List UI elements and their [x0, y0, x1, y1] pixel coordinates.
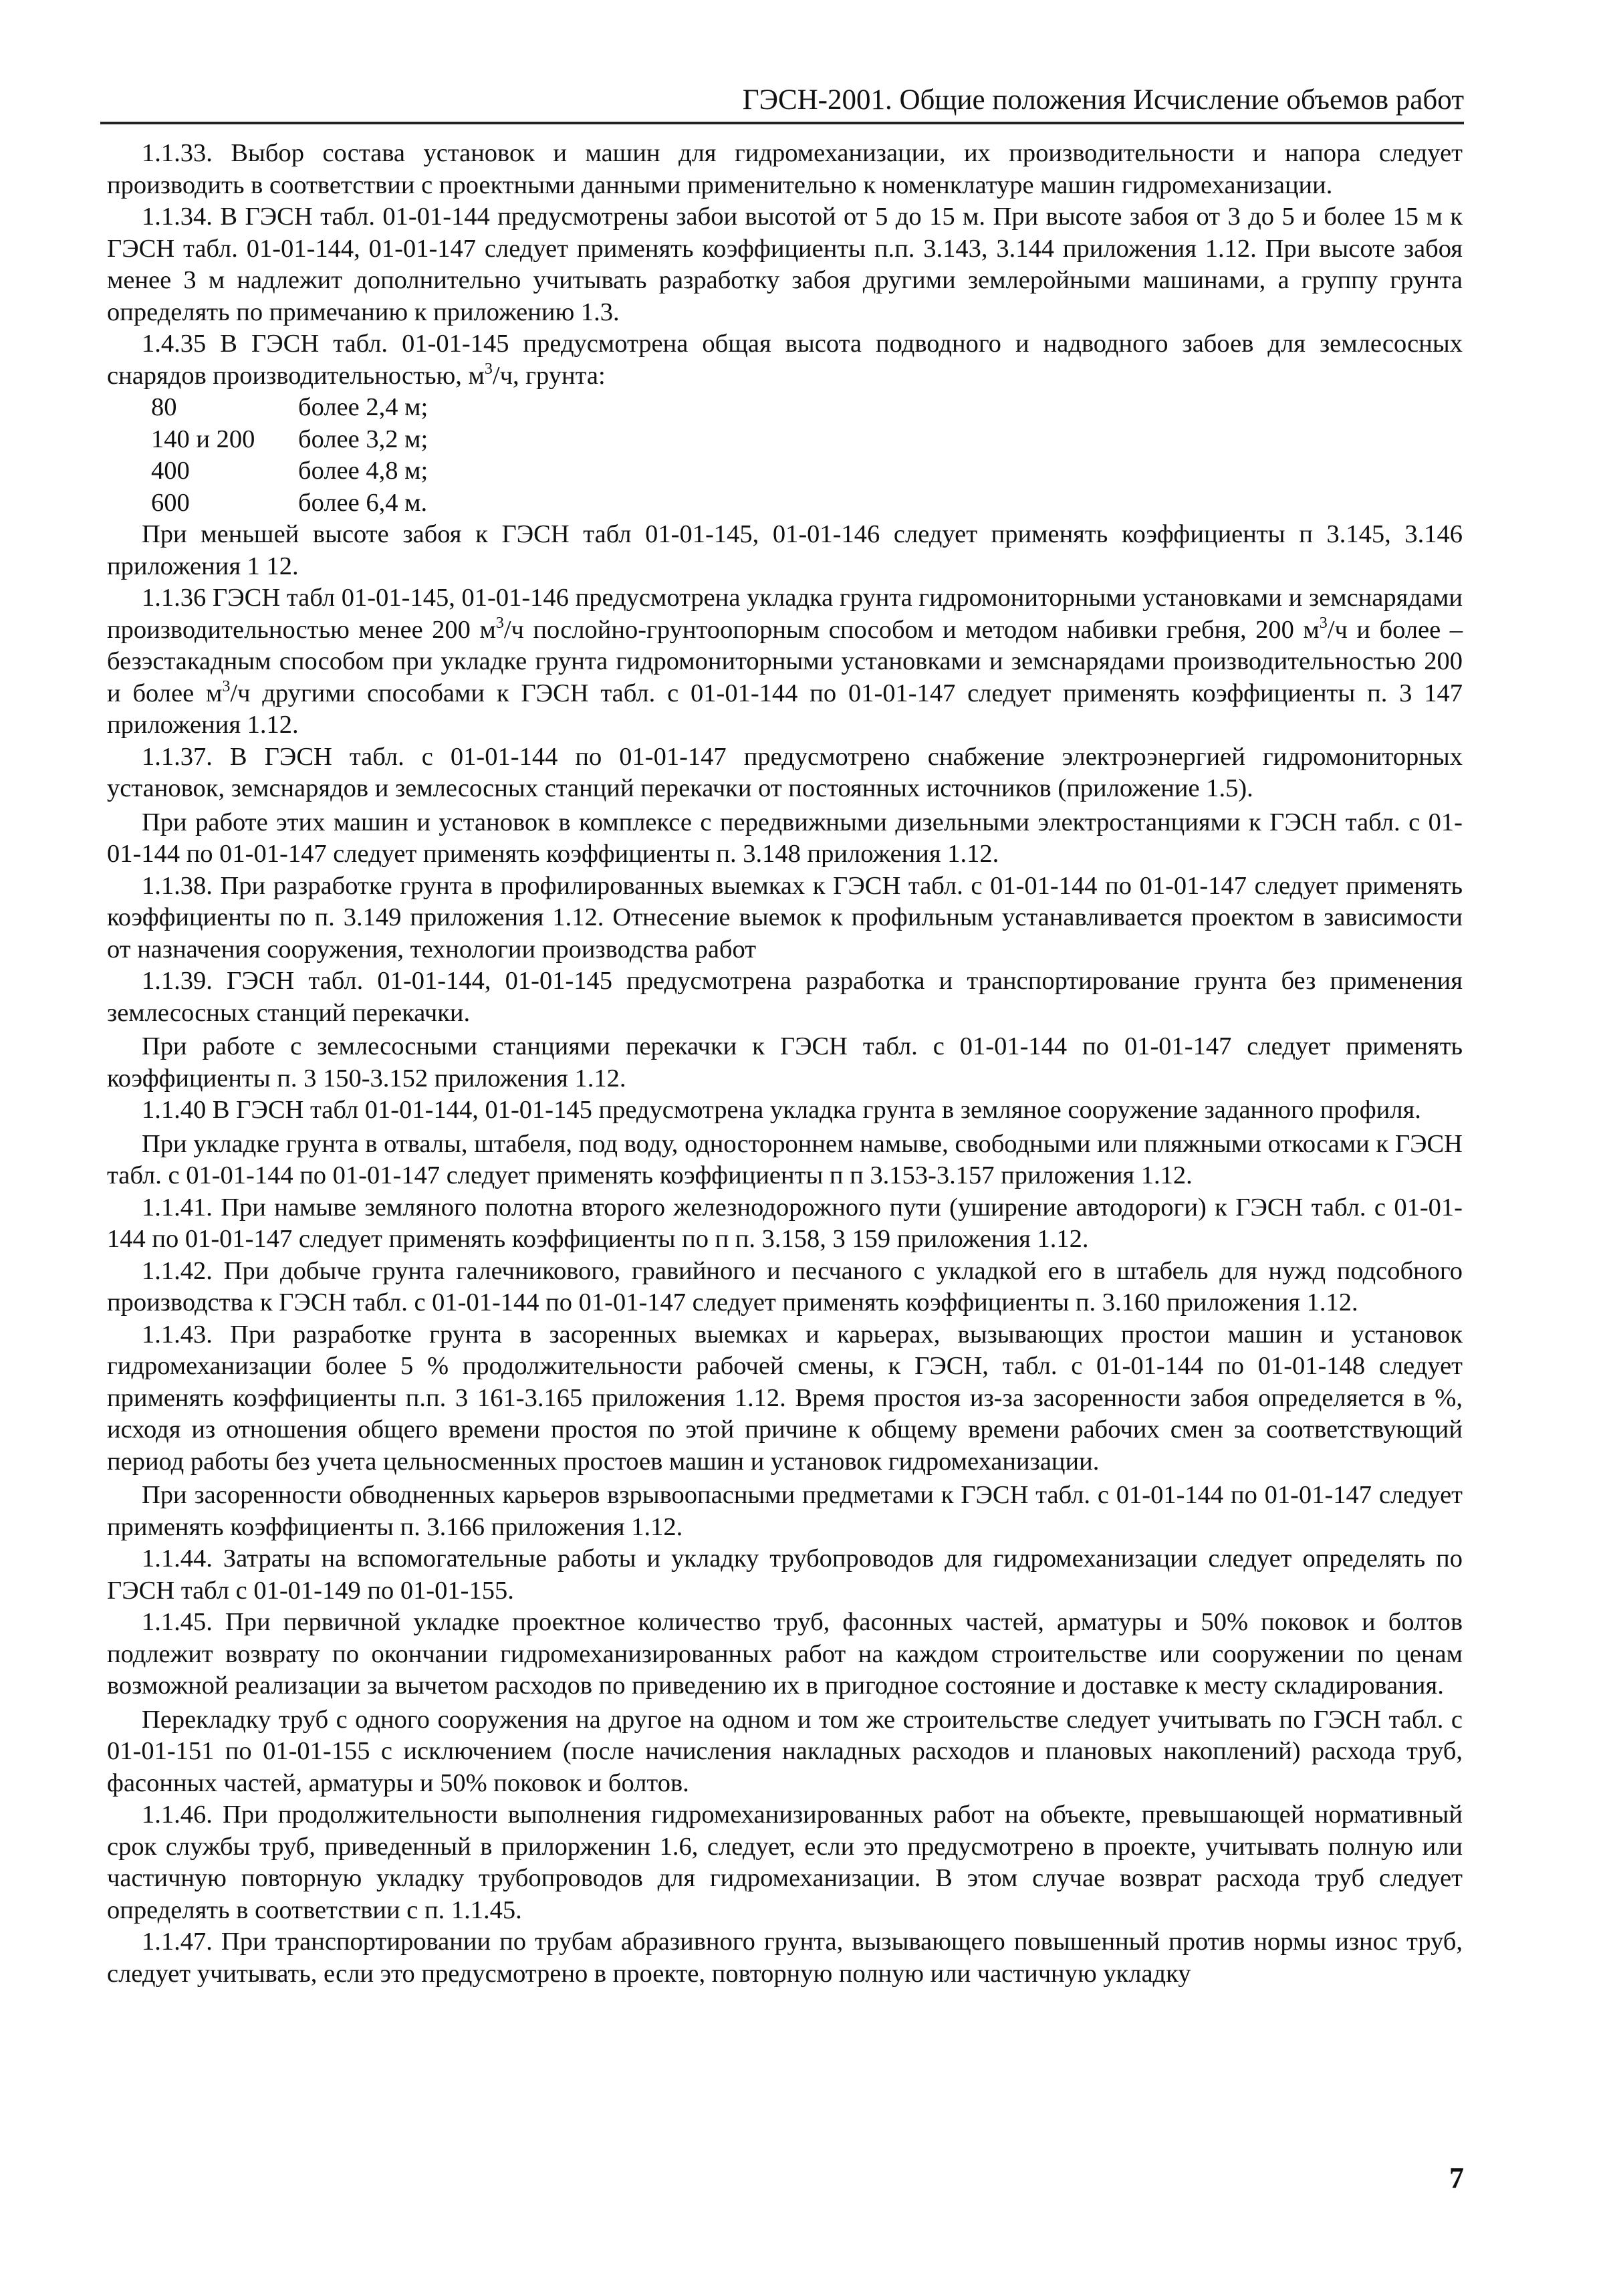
paragraph-text: /ч другими способами к ГЭСН табл. с 01-01-144 по 01-01-147 следует применять коэффициенты п. 3 147 приложения 1.12.	[107, 679, 1463, 739]
paragraph-1-1-41: 1.1.41. При намыве земляного полотна второго железнодорожного пути (уширение автодороги) к ГЭСН табл. с 01-01-144 по 01-01-147 следует применять коэффициенты по п п. 3.158, 3 159 приложения 1.12.	[107, 1193, 1463, 1253]
paragraph-1-1-38: 1.1.38. При разработке грунта в профилированных выемках к ГЭСН табл. с 01-01-144 по 01-01-147 следует применять коэффициенты по п. 3.149 приложения 1.12. Отнесение выемок к профильным устанавливается проектом в зависимости от назначения сооружения, технологии производства работ	[107, 871, 1463, 963]
dredge-height-table	[151, 392, 1463, 519]
capacity-cell: 140 и 200	[151, 425, 255, 453]
paragraph-dumps: При укладке грунта в отвалы, штабеля, под воду, одностороннем намыве, свободными или пляжными откосами к ГЭСН табл. с 01-01-144 по 01-01-147 следует применять коэффициенты п п 3.153-3.157 приложения 1.12.	[107, 1129, 1463, 1189]
paragraph-1-1-45: 1.1.45. При первичной укладке проектное количество труб, фасонных частей, арматуры и 50% поковок и болтов подлежит возврату по окончании гидромеханизированных работ на каждом строительстве или сооружении по ценам возможной реализации за вычетом расходов по приведению их в пригодное состояние и доставке к месту складирования.	[107, 1608, 1463, 1700]
body-text	[107, 138, 1463, 1990]
paragraph-text: /ч, грунта:	[492, 361, 606, 390]
header-rule	[100, 122, 1464, 124]
height-cell: более 2,4 м;	[298, 393, 428, 421]
capacity-cell: 80	[151, 393, 177, 421]
capacity-cell: 400	[151, 457, 190, 485]
height-cell: более 4,8 м;	[298, 457, 428, 485]
paragraph-1-1-46: 1.1.46. При продолжительности выполнения гидромеханизированных работ на объекте, превышающей нормативный срок службы труб, приведенный в прилорженин 1.6, следует, если это предусмотрено в проекте, учитывать полную или частичную повторную укладку трубопроводов для гидромеханизации. В этом случае возврат расхода труб следует определять в соответствии с п. 1.1.45.	[107, 1801, 1463, 1924]
paragraph-text: /ч и более – безэстакадным способом при укладке грунта гидромониторными установками и земснарядами производительностью 200 и более м	[107, 615, 1463, 707]
paragraph-pumping-stations: При работе с землесосными станциями перекачки к ГЭСН табл. с 01-01-144 по 01-01-147 следует применять коэффициенты п. 3 150-3.152 приложения 1.12.	[107, 1032, 1463, 1093]
page-number: 7	[1449, 2162, 1464, 2194]
capacity-cell: 600	[151, 488, 190, 517]
paragraph-1-1-44: 1.1.44. Затраты на вспомогательные работы и укладку трубопроводов для гидромеханизации следует определять по ГЭСН табл с 01-01-149 по 01-01-155.	[107, 1544, 1463, 1605]
paragraph-1-1-43: 1.1.43. При разработке грунта в засоренных выемках и карьерах, вызывающих простои машин и установок гидромеханизации более 5 % продолжительности рабочей смены, к ГЭСН, табл. с 01-01-144 по 01-01-148 следует применять коэффициенты п.п. 3 161-3.165 приложения 1.12. Время простоя из-за засоренности забоя определяется в %, исходя из отношения общего времени простоя по этой причине к общему времени рабочих смен за соответствующий период работы без учета цельносменных простоев машин и установок гидромеханизации.	[107, 1320, 1463, 1476]
paragraph-1-1-34: 1.1.34. В ГЭСН табл. 01-01-144 предусмотрены забои высотой от 5 до 15 м. При высоте забоя от 3 до 5 и более 15 м к ГЭСН табл. 01-01-144, 01-01-147 следует применять коэффициенты п.п. 3.143, 3.144 приложения 1.12. При высоте забоя менее 3 м надлежит дополнительно учитывать разработку забоя другими землеройными машинами, а группу грунта определять по примечанию к приложению 1.3.	[107, 203, 1463, 326]
paragraph-explosives: При засоренности обводненных карьеров взрывоопасными предметами к ГЭСН табл. с 01-01-144 по 01-01-147 следует применять коэффициенты п. 3.166 приложения 1.12.	[107, 1481, 1463, 1541]
paragraph-1-1-39: 1.1.39. ГЭСН табл. 01-01-144, 01-01-145 предусмотрена разработка и транспортирование грунта без применения землесосных станций перекачки.	[107, 967, 1463, 1027]
paragraph-text: 1.4.35 В ГЭСН табл. 01-01-145 предусмотрена общая высота подводного и надводного забоев для землесосных снарядов производительностью, м	[107, 330, 1463, 390]
superscript: 3	[484, 360, 493, 378]
height-cell: более 3,2 м;	[298, 425, 428, 453]
paragraph-1-1-37: 1.1.37. В ГЭСН табл. с 01-01-144 по 01-01-147 предусмотрено снабжение электроэнергией гидромониторных установок, земснарядов и землесосных станций перекачки от постоянных источников (приложение 1.5).	[107, 742, 1463, 802]
paragraph-text: 1.1.36 ГЭСН табл 01-01-145, 01-01-146 предусмотрена укладка грунта гидромониторными установками и земснарядами производительностью менее 200 м	[107, 584, 1463, 644]
paragraph-1-1-40: 1.1.40 В ГЭСН табл 01-01-144, 01-01-145 предусмотрена укладка грунта в земляное сооружение заданного профиля.	[142, 1096, 1421, 1124]
paragraph-1-1-42: 1.1.42. При добыче грунта галечникового, гравийного и песчаного с укладкой его в штабель для нужд подсобного производства к ГЭСН табл. с 01-01-144 по 01-01-147 следует применять коэффициенты п. 3.160 приложения 1.12.	[107, 1256, 1463, 1316]
paragraph-text: /ч послойно-грунтоопорным способом и методом набивки гребня, 200 м	[503, 615, 1320, 644]
superscript: 3	[495, 614, 504, 632]
superscript: 3	[1319, 614, 1328, 632]
paragraph-diesel: При работе этих машин и установок в комплексе с передвижными дизельными электростанциями к ГЭСН табл. с 01-01-144 по 01-01-147 следует применять коэффициенты п. 3.148 приложения 1.12.	[107, 808, 1463, 868]
paragraph-lower-height: При меньшей высоте забоя к ГЭСН табл 01-01-145, 01-01-146 следует применять коэффициенты п 3.145, 3.146 приложения 1 12.	[107, 520, 1463, 580]
paragraph-1-1-47: 1.1.47. При транспортировании по трубам абразивного грунта, вызывающего повышенный против нормы износ труб, следует учитывать, если это предусмотрено в проекте, повторную полную или частичную укладку	[107, 1928, 1463, 1988]
paragraph-relaying: Перекладку труб с одного сооружения на другое на одном и том же строительстве следует учитывать по ГЭСН табл. с 01-01-151 по 01-01-155 с исключением (после начисления накладных расходов и плановых накоплений) расхода труб, фасонных частей, арматуры и 50% поковок и болтов.	[107, 1705, 1463, 1797]
superscript: 3	[222, 677, 231, 695]
running-header: ГЭСН-2001. Общие положения Исчисление объемов работ	[742, 84, 1464, 116]
paragraph-1-4-35	[107, 328, 1463, 392]
height-cell: более 6,4 м.	[298, 488, 428, 517]
paragraph-1-1-33: 1.1.33. Выбор состава установок и машин для гидромеханизации, их производительности и напора следует производить в соответствии с проектными данными применительно к номенклатуре машин гидромеханизации.	[107, 139, 1463, 199]
paragraph-1-1-36	[107, 582, 1463, 741]
